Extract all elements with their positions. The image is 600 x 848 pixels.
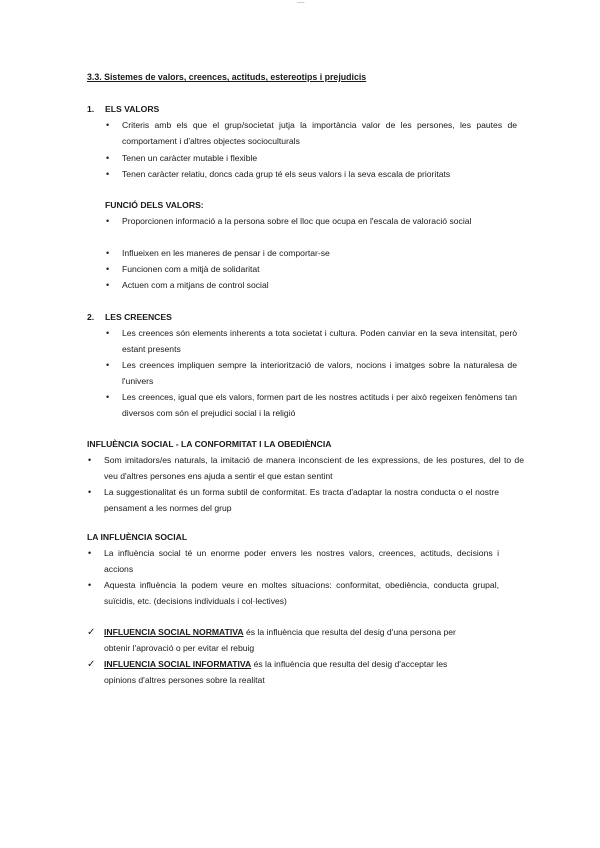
creences-item-1: Les creences són elements inherents a tota societat i cultura. Poden canviar en la seva intensitat, però estant presents [122, 328, 517, 354]
bullet-icon: • [106, 248, 110, 258]
conformitat-item-1: Som imitadors/es naturals, la imitació de manera inconscient de les expressions, de les postures, del to de veu d'altres persones ens ajuda a sentir el que estan sentint [104, 455, 524, 481]
bullet-icon: • [106, 216, 110, 226]
conformitat-item-2: La suggestionalitat és un forma subtil de conformitat. Es tracta d'adaptar la nostra conducta o el nostre pensament a les normes del grup [104, 487, 499, 513]
check-item-2 [104, 657, 447, 673]
bullet-icon: • [88, 487, 92, 497]
bullet-icon: • [88, 548, 92, 558]
valors-heading: ELS VALORS [105, 104, 160, 114]
funcio-item-3: Funcionen com a mitjà de solidaritat [122, 264, 260, 274]
creences-heading: LES CREENCES [105, 312, 172, 322]
creences-item-3: Les creences, igual que els valors, formen part de les nostres actituds i per això regeixen fenòmens tan diversos com són el prejudici social i la religió [122, 392, 517, 418]
funcio-item-1: Proporcionen informació a la persona sobre el lloc que ocupa en l'escala de valoració social [122, 216, 472, 226]
informativa-text: és la influència que resulta del desig d'acceptar les [251, 659, 448, 669]
bullet-icon: • [106, 169, 110, 179]
informativa-term: INFLUENCIA SOCIAL INFORMATIVA [104, 659, 252, 669]
funcio-item-2: Influeixen en les maneres de pensar i de comportar-se [122, 248, 330, 258]
funcio-item-4: Actuen com a mitjans de control social [122, 280, 269, 290]
bullet-icon: • [106, 264, 110, 274]
influencia-heading: LA INFLUÈNCIA SOCIAL [87, 532, 188, 542]
check-item-1 [104, 625, 456, 641]
check-item-1-line2: obtenir l'aprovació o per evitar el rebuig [104, 643, 255, 653]
creences-item-2: Les creences impliquen sempre la interiorització de valors, nocions i imatges sobre la naturalesa de l'univers [122, 360, 517, 386]
section-title: 3.3. Sistemes de valors, creences, actituds, estereotips i prejudicis [87, 72, 367, 82]
valors-item-1: Criteris amb els que el grup/societat jutja la importància valor de les persones, les pautes de comportament i d'altres objectes socioculturals [122, 120, 517, 146]
bullet-icon: • [106, 120, 110, 130]
influencia-item-1: La influència social té un enorme poder envers les nostres valors, creences, actituds, decisions i accions [104, 548, 499, 574]
bullet-icon: • [106, 392, 110, 402]
influencia-item-2: Aquesta influència la podem veure en moltes situacions: conformitat, obediència, conducta grupal, suïcidis, etc. (decisions individuals i col·lectives) [104, 580, 499, 606]
valors-item-2: Tenen un caràcter mutable i flexible [122, 153, 258, 163]
bullet-icon: • [88, 455, 92, 465]
checkmark-icon: ✓ [87, 627, 96, 638]
bullet-icon: • [106, 280, 110, 290]
funcio-heading: FUNCIÓ DELS VALORS: [105, 200, 204, 210]
check-item-2-line2: opinions d'altres persones sobre la realitat [104, 675, 265, 685]
normativa-term: INFLUENCIA SOCIAL NORMATIVA [104, 627, 244, 637]
conformitat-heading: INFLUÈNCIA SOCIAL - LA CONFORMITAT I LA OBEDIÈNCIA [87, 439, 332, 449]
creences-number: 2. [87, 312, 95, 322]
top-mark: .... [297, 0, 305, 5]
bullet-icon: • [88, 580, 92, 590]
normativa-text: és la influència que resulta del desig d'una persona per [243, 627, 456, 637]
bullet-icon: • [106, 328, 110, 338]
valors-number: 1. [87, 104, 95, 114]
valors-item-3: Tenen caràcter relatiu, doncs cada grup té els seus valors i la seva escala de prioritats [122, 169, 451, 179]
checkmark-icon: ✓ [87, 659, 96, 670]
bullet-icon: • [106, 360, 110, 370]
bullet-icon: • [106, 153, 110, 163]
